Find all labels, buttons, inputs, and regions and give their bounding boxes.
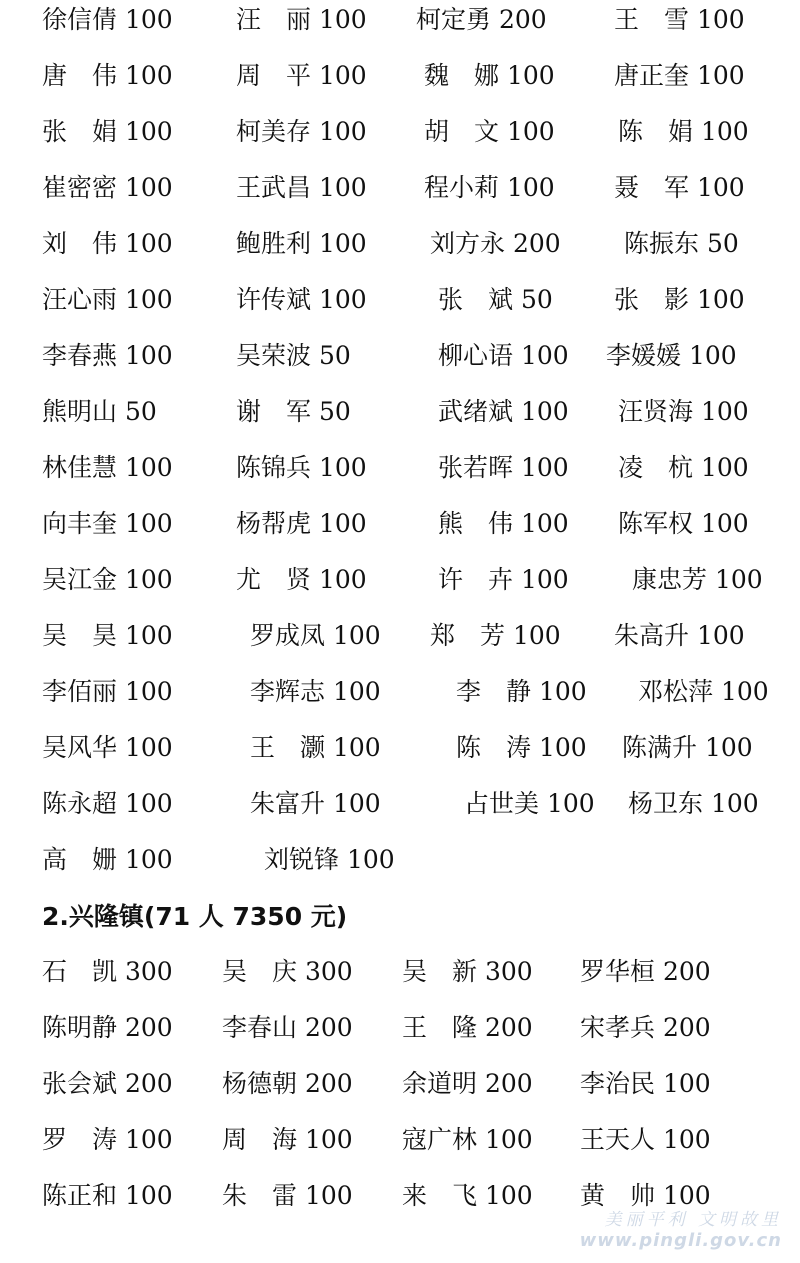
name-entry: 周 海 100	[222, 1125, 353, 1154]
name-entry: 吴 昊 100	[42, 621, 173, 650]
name-entry: 寇广林 100	[402, 1125, 533, 1154]
watermark-url: www.pingli.gov.cn	[579, 1230, 782, 1251]
name-entry: 崔密密 100	[42, 173, 173, 202]
list-row	[0, 336, 800, 376]
name-entry: 李佰丽 100	[42, 677, 173, 706]
name-entry: 聂 军 100	[614, 173, 745, 202]
name-entry: 黄 帅 100	[580, 1181, 711, 1210]
name-entry: 陈锦兵 100	[236, 453, 367, 482]
name-entry: 宋孝兵 200	[580, 1013, 711, 1042]
name-entry: 刘方永 200	[430, 229, 561, 258]
name-entry: 熊明山 50	[42, 397, 157, 426]
name-entry: 罗 涛 100	[42, 1125, 173, 1154]
list-row	[0, 0, 800, 40]
name-entry: 胡 文 100	[424, 117, 555, 146]
name-entry: 石 凯 300	[42, 957, 173, 986]
name-entry: 吴 新 300	[402, 957, 533, 986]
list-row	[0, 840, 800, 880]
name-entry: 陈军权 100	[618, 509, 749, 538]
name-entry: 汪贤海 100	[618, 397, 749, 426]
watermark-title: 美丽平利 文明故里	[604, 1210, 782, 1230]
name-entry: 程小莉 100	[424, 173, 555, 202]
list-row	[0, 56, 800, 96]
list-row	[0, 504, 800, 544]
name-entry: 唐 伟 100	[42, 61, 173, 90]
name-entry: 陈永超 100	[42, 789, 173, 818]
name-entry: 康忠芳 100	[632, 565, 763, 594]
name-entry: 王 雪 100	[614, 5, 745, 34]
list-row	[0, 168, 800, 208]
list-row	[0, 784, 800, 824]
list-row	[0, 728, 800, 768]
name-entry: 王天人 100	[580, 1125, 711, 1154]
name-entry: 张 娟 100	[42, 117, 173, 146]
name-entry: 张会斌 200	[42, 1069, 173, 1098]
list-row	[0, 1008, 800, 1048]
name-entry: 许传斌 100	[236, 285, 367, 314]
name-entry: 林佳慧 100	[42, 453, 173, 482]
name-entry: 陈 涛 100	[456, 733, 587, 762]
name-entry: 谢 军 50	[236, 397, 351, 426]
name-entry: 占世美 100	[464, 789, 595, 818]
name-entry: 刘 伟 100	[42, 229, 173, 258]
section-heading: 2.兴隆镇(71 人 7350 元)	[42, 902, 348, 931]
name-entry: 汪 丽 100	[236, 5, 367, 34]
name-entry: 刘锐锋 100	[264, 845, 395, 874]
name-entry: 王武昌 100	[236, 173, 367, 202]
name-entry: 邓松萍 100	[638, 677, 769, 706]
name-entry: 李 静 100	[456, 677, 587, 706]
name-entry: 朱富升 100	[250, 789, 381, 818]
name-entry: 向丰奎 100	[42, 509, 173, 538]
name-entry: 柯定勇 200	[416, 5, 547, 34]
list-row	[0, 112, 800, 152]
list-row	[0, 392, 800, 432]
list-row	[0, 1120, 800, 1160]
name-entry: 周 平 100	[236, 61, 367, 90]
name-entry: 高 姗 100	[42, 845, 173, 874]
name-entry: 陈明静 200	[42, 1013, 173, 1042]
name-entry: 熊 伟 100	[438, 509, 569, 538]
name-entry: 陈振东 50	[624, 229, 739, 258]
list-row	[0, 280, 800, 320]
site-watermark	[562, 1205, 782, 1251]
name-entry: 许 卉 100	[438, 565, 569, 594]
name-entry: 罗成凤 100	[250, 621, 381, 650]
name-entry: 朱 雷 100	[222, 1181, 353, 1210]
name-entry: 尤 贤 100	[236, 565, 367, 594]
name-entry: 吴江金 100	[42, 565, 173, 594]
name-entry: 汪心雨 100	[42, 285, 173, 314]
name-entry: 柳心语 100	[438, 341, 569, 370]
name-entry: 陈正和 100	[42, 1181, 173, 1210]
name-entry: 杨卫东 100	[628, 789, 759, 818]
list-row	[0, 952, 800, 992]
list-row	[0, 224, 800, 264]
name-entry: 来 飞 100	[402, 1181, 533, 1210]
list-row	[0, 672, 800, 712]
name-entry: 魏 娜 100	[424, 61, 555, 90]
name-entry: 朱高升 100	[614, 621, 745, 650]
name-entry: 唐正奎 100	[614, 61, 745, 90]
name-entry: 李治民 100	[580, 1069, 711, 1098]
name-entry: 王 隆 200	[402, 1013, 533, 1042]
name-entry: 余道明 200	[402, 1069, 533, 1098]
name-entry: 李辉志 100	[250, 677, 381, 706]
list-row	[0, 448, 800, 488]
name-entry: 罗华桓 200	[580, 957, 711, 986]
name-entry: 李春山 200	[222, 1013, 353, 1042]
name-entry: 张若晖 100	[438, 453, 569, 482]
name-entry: 凌 杭 100	[618, 453, 749, 482]
name-entry: 徐信倩 100	[42, 5, 173, 34]
name-entry: 柯美存 100	[236, 117, 367, 146]
name-entry: 陈满升 100	[622, 733, 753, 762]
name-entry: 王 灏 100	[250, 733, 381, 762]
list-row	[0, 1064, 800, 1104]
name-entry: 吴 庆 300	[222, 957, 353, 986]
name-entry: 李媛媛 100	[606, 341, 737, 370]
name-entry: 杨帮虎 100	[236, 509, 367, 538]
list-row	[0, 560, 800, 600]
name-entry: 武绪斌 100	[438, 397, 569, 426]
list-row	[0, 616, 800, 656]
name-entry: 张 影 100	[614, 285, 745, 314]
name-entry: 郑 芳 100	[430, 621, 561, 650]
name-entry: 陈 娟 100	[618, 117, 749, 146]
name-entry: 吴风华 100	[42, 733, 173, 762]
name-entry: 吴荣波 50	[236, 341, 351, 370]
name-entry: 张 斌 50	[438, 285, 553, 314]
name-entry: 鲍胜利 100	[236, 229, 367, 258]
name-entry: 杨德朝 200	[222, 1069, 353, 1098]
name-entry: 李春燕 100	[42, 341, 173, 370]
